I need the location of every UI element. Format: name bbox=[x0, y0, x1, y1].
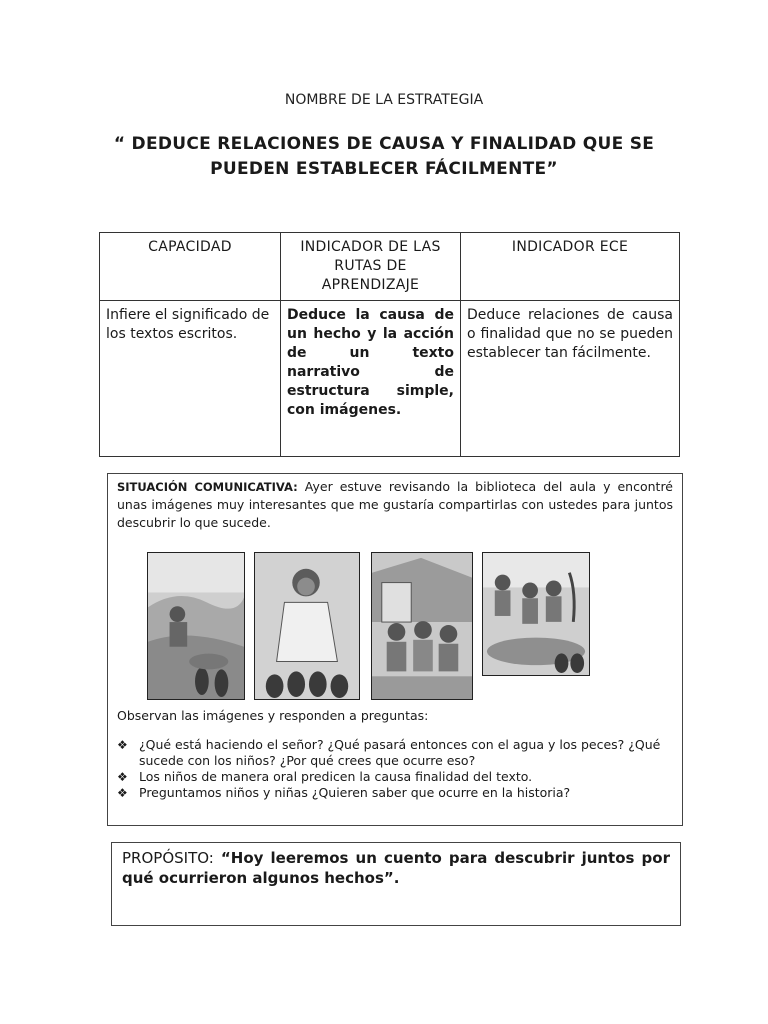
cell-capacidad: Infiere el significado de los textos escritos. bbox=[100, 301, 281, 457]
list-item bbox=[117, 769, 673, 785]
story-image-celebration bbox=[482, 552, 590, 676]
strategy-subtitle: NOMBRE DE LA ESTRATEGIA bbox=[284, 92, 484, 108]
list-item bbox=[117, 737, 673, 769]
header-indicador-rutas: INDICADOR DE LAS RUTAS DE APRENDIZAJE bbox=[281, 233, 461, 301]
list-item bbox=[117, 785, 673, 801]
observan-instruction: Observan las imágenes y responden a preguntas: bbox=[117, 708, 429, 723]
situacion-label: SITUACIÓN COMUNICATIVA: bbox=[117, 480, 298, 494]
situacion-intro bbox=[117, 478, 673, 532]
story-image-fisherman bbox=[147, 552, 245, 700]
story-image-girl bbox=[254, 552, 360, 700]
proposito-label: PROPÓSITO: bbox=[122, 849, 214, 867]
list-item-text: Los niños de manera oral predicen la causa finalidad del texto. bbox=[139, 769, 533, 784]
indicators-table bbox=[99, 232, 680, 457]
diamond-bullet-icon: ❖ bbox=[117, 770, 128, 784]
situacion-comunicativa-box bbox=[107, 473, 683, 826]
list-item-text: ¿Qué está haciendo el señor? ¿Qué pasará entonces con el agua y los peces? ¿Qué sucede con los niños? ¿Por qué crees que ocurre eso? bbox=[139, 737, 661, 768]
situacion-text: Ayer estuve revisando la biblioteca del aula y encontré unas imágenes muy interesantes que me gustaría compartirlas con ustedes para juntos descubrir lo que sucede. bbox=[117, 479, 673, 530]
question-list bbox=[117, 737, 673, 801]
header-indicador-ece: INDICADOR ECE bbox=[461, 233, 680, 301]
cell-indicador-ece: Deduce relaciones de causa o finalidad que no se pueden establecer tan fácilmente. bbox=[461, 301, 680, 457]
strategy-title: “ DEDUCE RELACIONES DE CAUSA Y FINALIDAD QUE SE PUEDEN ESTABLECER FÁCILMENTE” bbox=[113, 134, 655, 179]
cell-indicador-rutas: Deduce la causa de un hecho y la acción de un texto narrativo de estructura simple, con imágenes. bbox=[281, 301, 461, 457]
table-row bbox=[100, 301, 680, 457]
story-image-children bbox=[371, 552, 473, 700]
header-capacidad: CAPACIDAD bbox=[100, 233, 281, 301]
diamond-bullet-icon: ❖ bbox=[117, 738, 128, 752]
table-header-row bbox=[100, 233, 680, 301]
story-images bbox=[117, 536, 673, 704]
list-item-text: Preguntamos niños y niñas ¿Quieren saber que ocurre en la historia? bbox=[139, 785, 571, 800]
diamond-bullet-icon: ❖ bbox=[117, 786, 128, 800]
proposito-box bbox=[111, 842, 681, 926]
proposito-text: “Hoy leeremos un cuento para descubrir juntos por qué ocurrieron algunos hechos”. bbox=[122, 849, 670, 887]
